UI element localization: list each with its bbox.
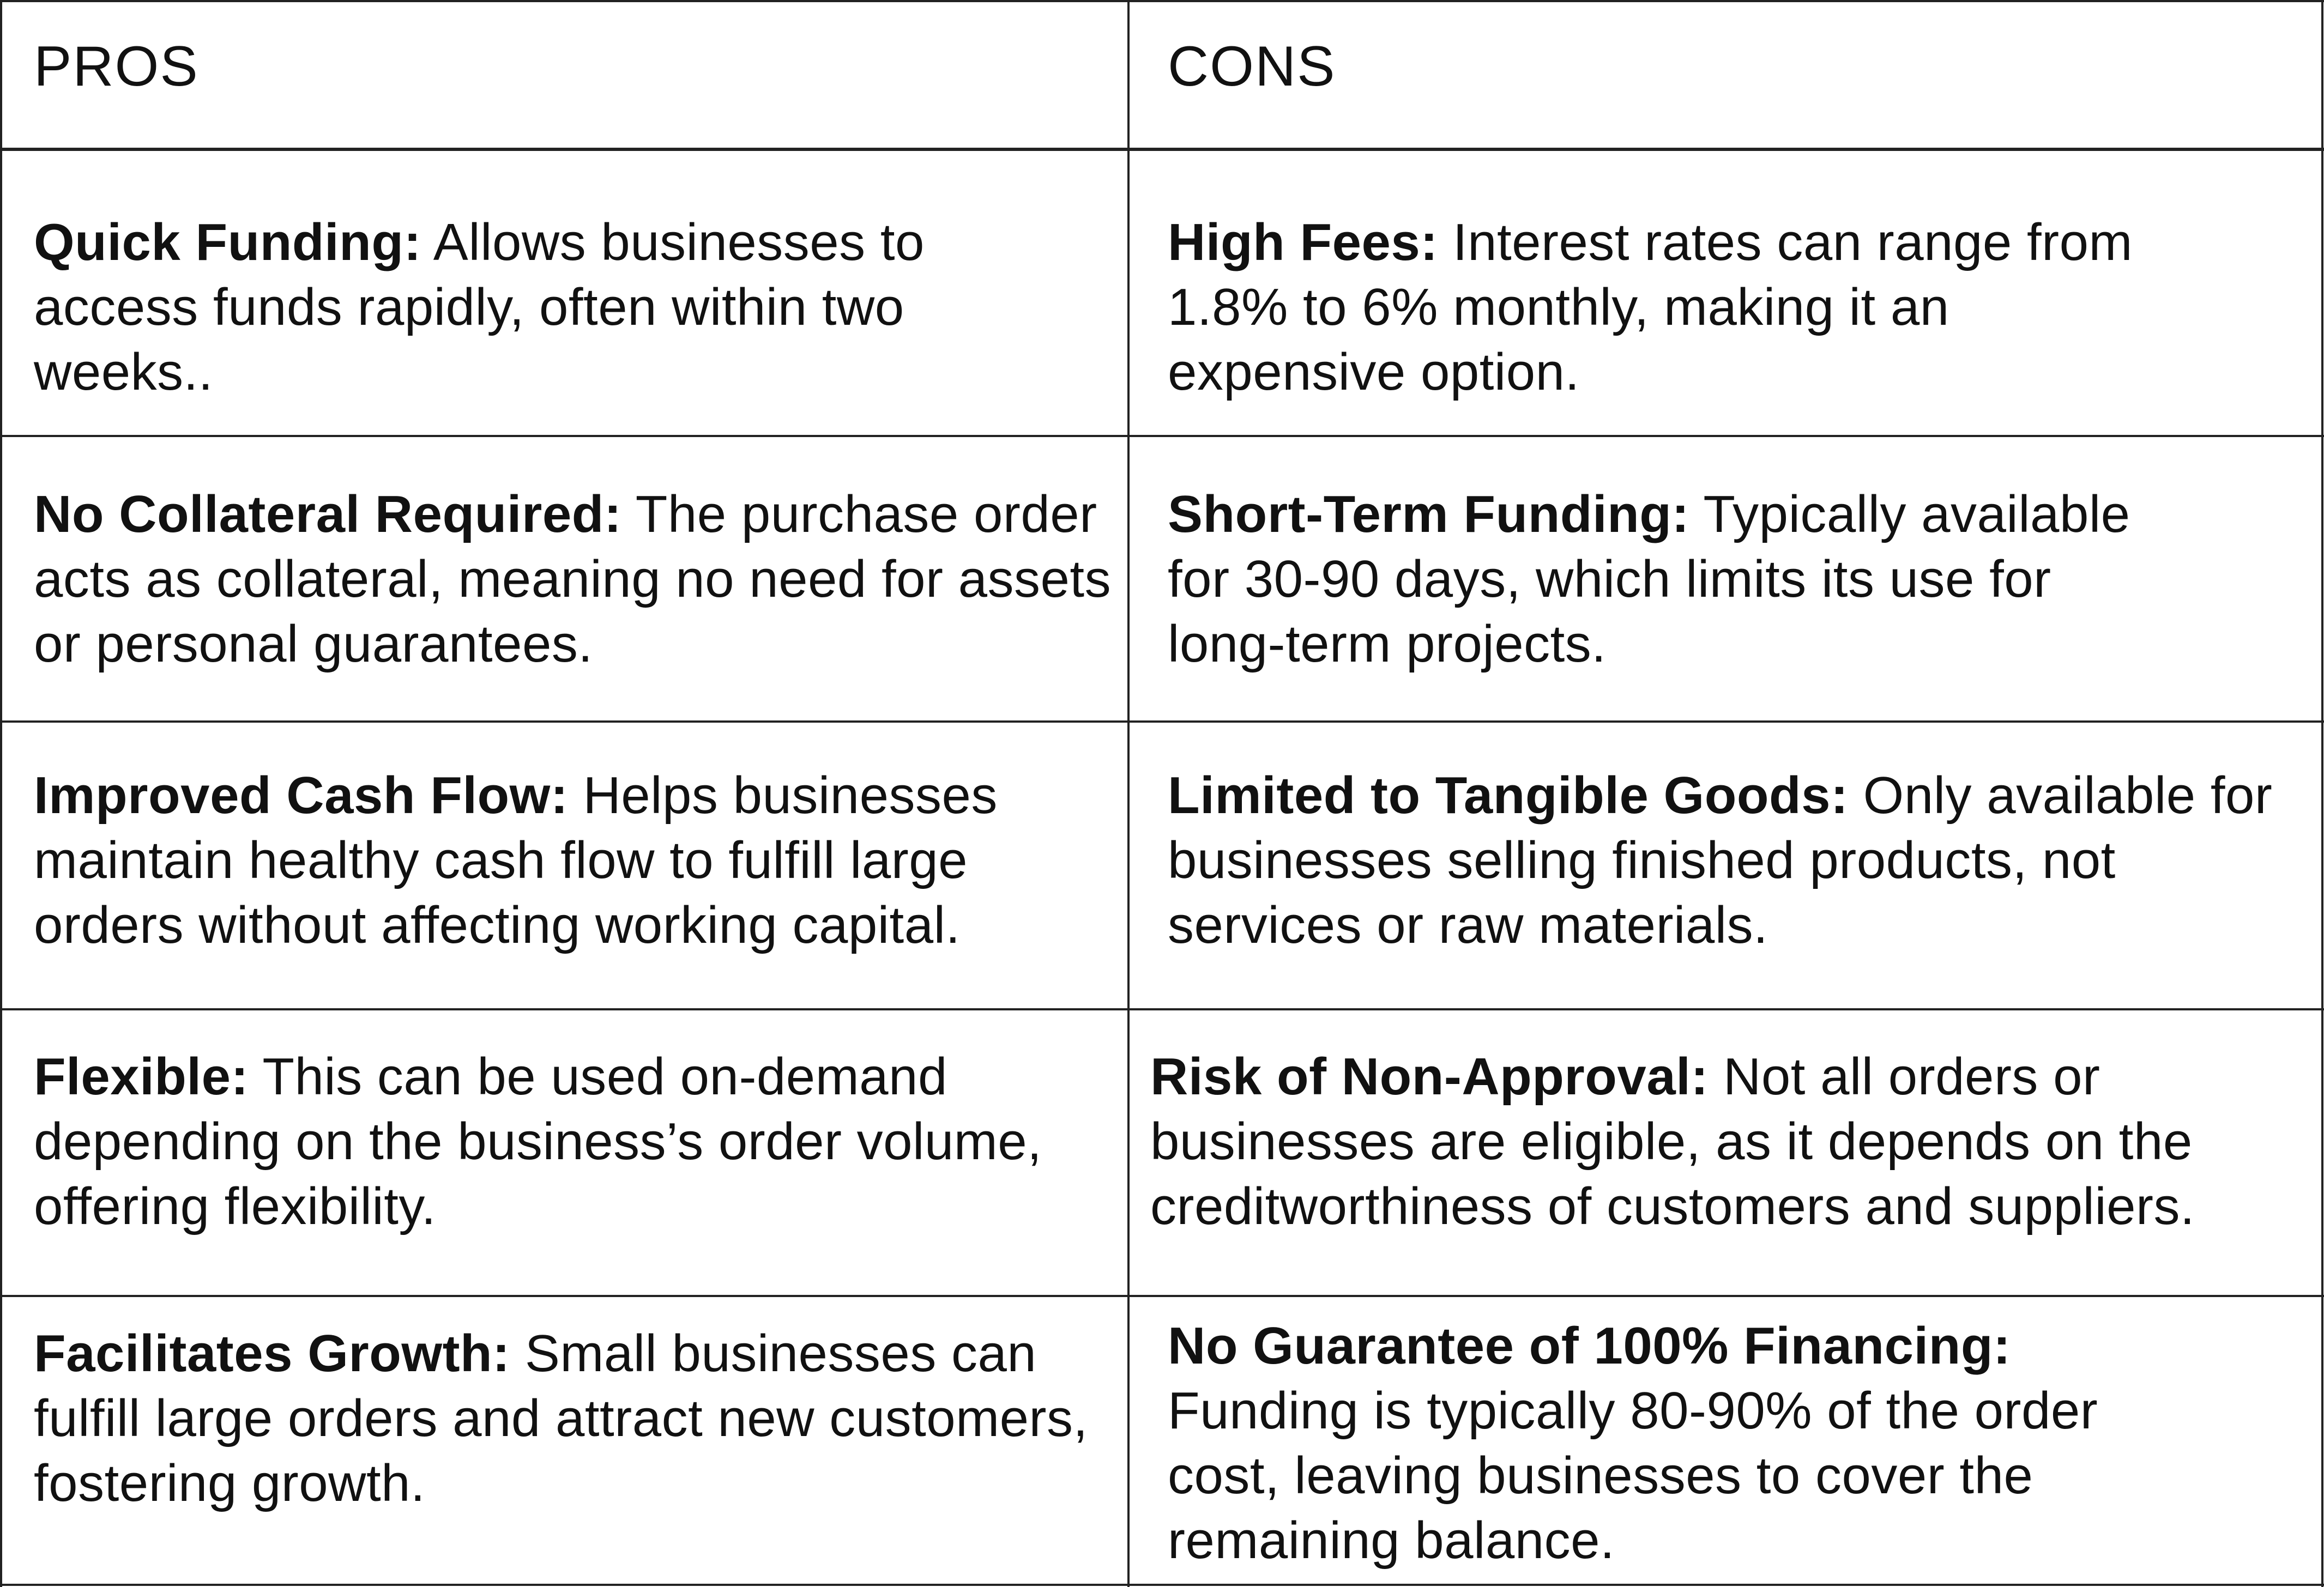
pro-text: Allows businesses to access funds rapidly, often within two weeks.. [34,213,925,401]
con-cell-tangible-goods [1168,763,2307,958]
pro-title: Facilitates Growth: [34,1324,510,1383]
con-text: Typically available for 30-90 days, which limits its use for long-term projects. [1168,485,2130,673]
row-divider [0,435,2324,437]
con-text: Not all orders or businesses are eligible, as it depends on the creditworthiness of customers and suppliers. [1150,1047,2195,1235]
pro-title: Quick Funding: [34,213,421,271]
table-border-top [0,0,2324,2]
row-divider [0,720,2324,723]
con-title: Limited to Tangible Goods: [1168,766,1849,825]
cons-header [1168,34,2307,99]
table-border-right [2321,0,2323,1587]
pro-cell-flexible [34,1044,1130,1239]
pro-cell-cash-flow [34,763,1124,958]
row-divider [0,1295,2324,1297]
con-title: High Fees: [1168,213,1438,271]
pro-cell-no-collateral [34,482,1124,676]
pro-title: No Collateral Required: [34,485,622,543]
pros-header-label: PROS [34,35,199,98]
pro-text: Small businesses can fulfill large orders and attract new customers, fostering growth. [34,1324,1088,1512]
con-text: Funding is typically 80-90% of the order cost, leaving businesses to cover the remaining balance. [1168,1382,2098,1570]
table-border-left [0,0,2,1587]
con-cell-no-guarantee [1168,1313,2198,1573]
pro-cell-growth [34,1321,1124,1516]
pro-text: This can be used on-demand depending on the business’s order volume, offering flexibility. [34,1047,1042,1235]
con-cell-non-approval [1150,1044,2311,1239]
con-title: Risk of Non-Approval: [1150,1047,1709,1106]
pros-header [34,34,1124,99]
pro-title: Improved Cash Flow: [34,766,569,825]
con-title: Short-Term Funding: [1168,485,1689,543]
con-cell-short-term [1168,482,2149,676]
con-text: Only available for businesses selling finished products, not services or raw materials. [1168,766,2273,954]
column-divider [1127,0,1130,1587]
pro-text: Helps businesses maintain healthy cash flow to fulfill large orders without affecting working capital. [34,766,998,954]
pro-cell-quick-funding [34,210,1070,404]
pro-title: Flexible: [34,1047,249,1106]
row-divider [0,1008,2324,1010]
table-border-bottom [0,1584,2324,1586]
pro-text: The purchase order acts as collateral, meaning no need for assets or personal guarantees. [34,485,1112,673]
con-cell-high-fees [1168,210,2187,404]
cons-header-label: CONS [1168,35,1336,98]
header-divider [0,148,2324,151]
con-title: No Guarantee of 100% Financing: [1168,1317,2011,1375]
con-text: Interest rates can range from 1.8% to 6% monthly, making it an expensive option. [1168,213,2133,401]
